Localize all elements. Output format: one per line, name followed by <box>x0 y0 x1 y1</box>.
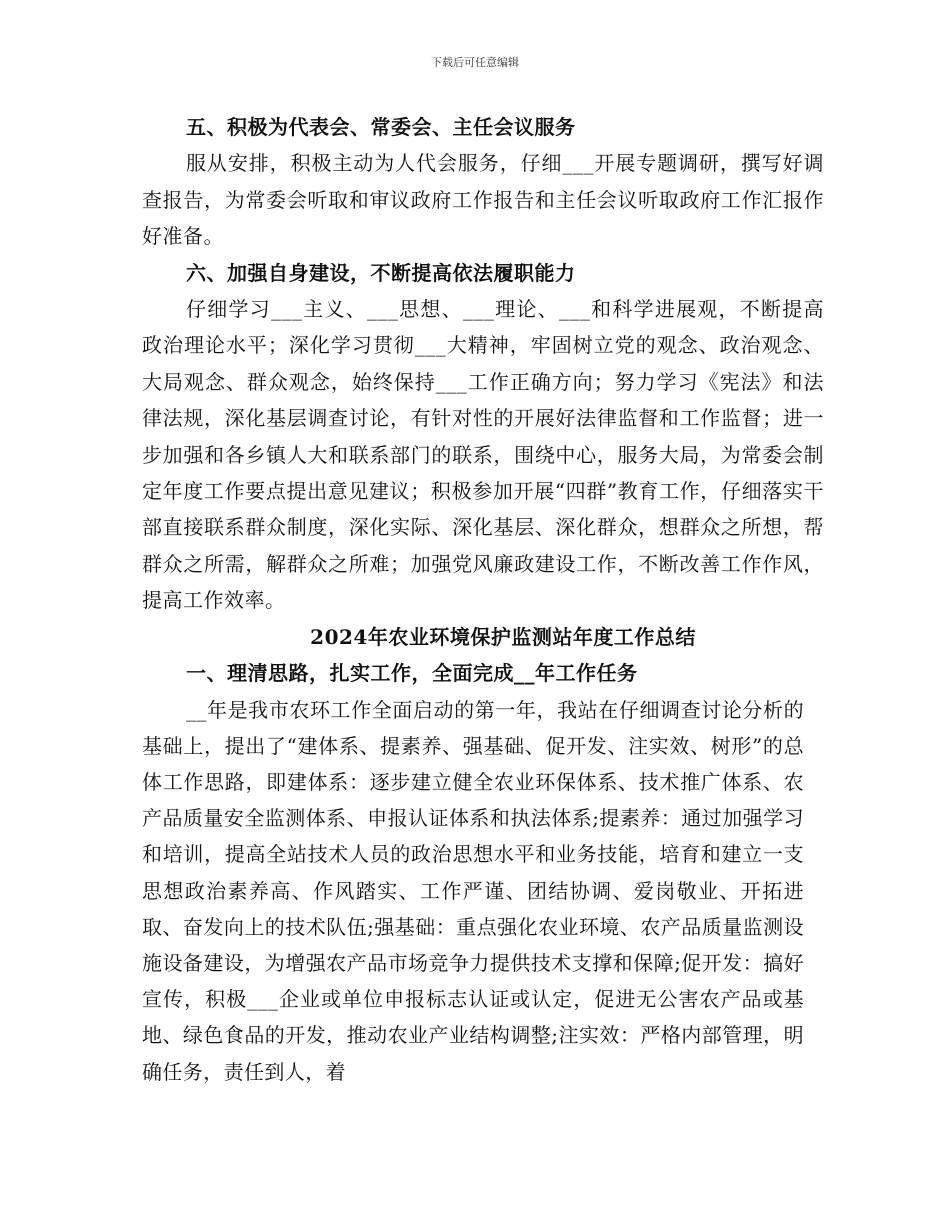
section-paragraph-5: 服从安排，积极主动为人代会服务，仔细___开展专题调研，撰写好调查报告，为常委会听取和审议政府工作报告和主任会议听取政府工作汇报作好准备。 <box>142 151 824 249</box>
section-heading-1: 一、理清思路，扎实工作，全面完成__年工作任务 <box>186 661 638 686</box>
section-heading-6: 六、加强自身建设，不断提高依法履职能力 <box>186 260 576 285</box>
section-paragraph-1: __年是我市农环工作全面启动的第一年，我站在仔细调查讨论分析的基础上，提出了“建体系、提素养、强基础、促开发、注实效、树形”的总体工作思路，即建体系：逐步建立健全农业环保体系、技术推广体系、农产品质量安全监测体系、申报认证体系和执法体系;提素养：通过加强学习和培训，提高全站技术人员的政治思想水平和业务技能，培育和建立一支思想政治素养高、作风踏实、工作严谨、团结协调、爱岗敬业、开拓进取、奋发向上的技术队伍;强基础：重点强化农业环境、农产品质量监测设施设备建设，为增强农产品市场竞争力提供技术支撑和保障;促开发：搞好宣传，积极___企业或单位申报标志认证或认定，促进无公害农产品或基地、绿色食品的开发，推动农业产业结构调整;注实效：严格内部管理，明确任务，责任到人，着 <box>142 697 804 1084</box>
document-title: 2024年农业环境保护监测站年度工作总结 <box>310 624 696 649</box>
section-heading-5: 五、积极为代表会、常委会、主任会议服务 <box>186 115 576 139</box>
document-body <box>142 109 824 1090</box>
section-paragraph-6: 仔细学习___主义、___思想、___理论、___和科学进展观，不断提高政治理论水平；深化学习贯彻___大精神，牢固树立党的观念、政治观念、大局观念、群众观念，始终保持___工作正确方向；努力学习《宪法》和法律法规，深化基层调查讨论，有针对性的开展好法律监督和工作监督；进一步加强和各乡镇人大和联系部门的联系，围绕中心，服务大局，为常委会制定年度工作要点提出意见建议；积极参加开展“四群”教育工作，仔细落实干部直接联系群众制度，深化实际、深化基层、深化群众，想群众之所想，帮群众之所需，解群众之所难；加强党风廉政建设工作，不断改善工作作风，提高工作效率。 <box>142 297 824 613</box>
page-header: 下载后可任意编辑 <box>431 56 519 69</box>
